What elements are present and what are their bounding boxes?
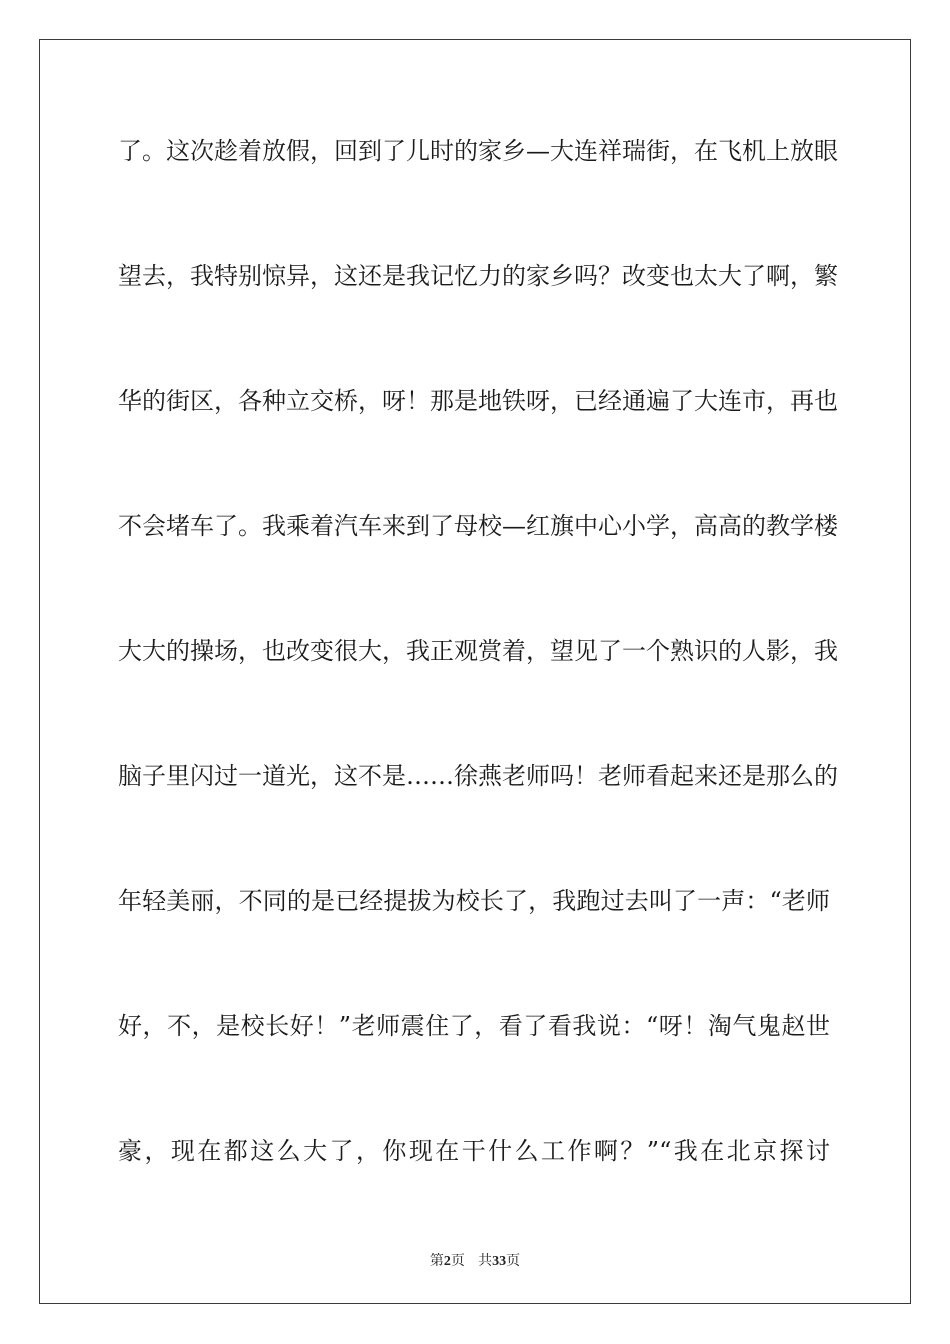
total-suffix: 页	[506, 1253, 521, 1269]
text-line: 不会堵车了。我乘着汽车来到了母校—红旗中心小学，高高的教学楼	[118, 512, 838, 540]
page-prefix: 第	[429, 1253, 444, 1269]
text-line: 望去，我特别惊异，这还是我记忆力的家乡吗？改变也太大了啊，繁	[118, 262, 838, 290]
total-pages: 33	[492, 1254, 507, 1269]
text-line: 脑子里闪过一道光，这不是……徐燕老师吗！老师看起来还是那么的	[118, 762, 838, 790]
text-line: 了。这次趁着放假，回到了儿时的家乡—大连祥瑞街，在飞机上放眼	[118, 137, 838, 165]
text-line: 大大的操场，也改变很大，我正观赏着，望见了一个熟识的人影，我	[118, 637, 838, 665]
document-body	[118, 120, 838, 1245]
text-line: 豪，现在都这么大了，你现在干什么工作啊？”“我在北京探讨	[118, 1137, 830, 1165]
page-number: 2	[443, 1254, 451, 1269]
page-suffix: 页	[450, 1253, 465, 1269]
page-footer	[0, 1250, 950, 1270]
text-line: 好，不，是校长好！”老师震住了，看了看我说：“呀！淘气鬼赵世	[118, 1012, 830, 1040]
text-line: 年轻美丽，不同的是已经提拔为校长了，我跑过去叫了一声：“老师	[118, 887, 830, 915]
total-prefix: 共	[478, 1253, 493, 1269]
text-line: 华的街区，各种立交桥，呀！那是地铁呀，已经通遍了大连市，再也	[118, 387, 838, 415]
